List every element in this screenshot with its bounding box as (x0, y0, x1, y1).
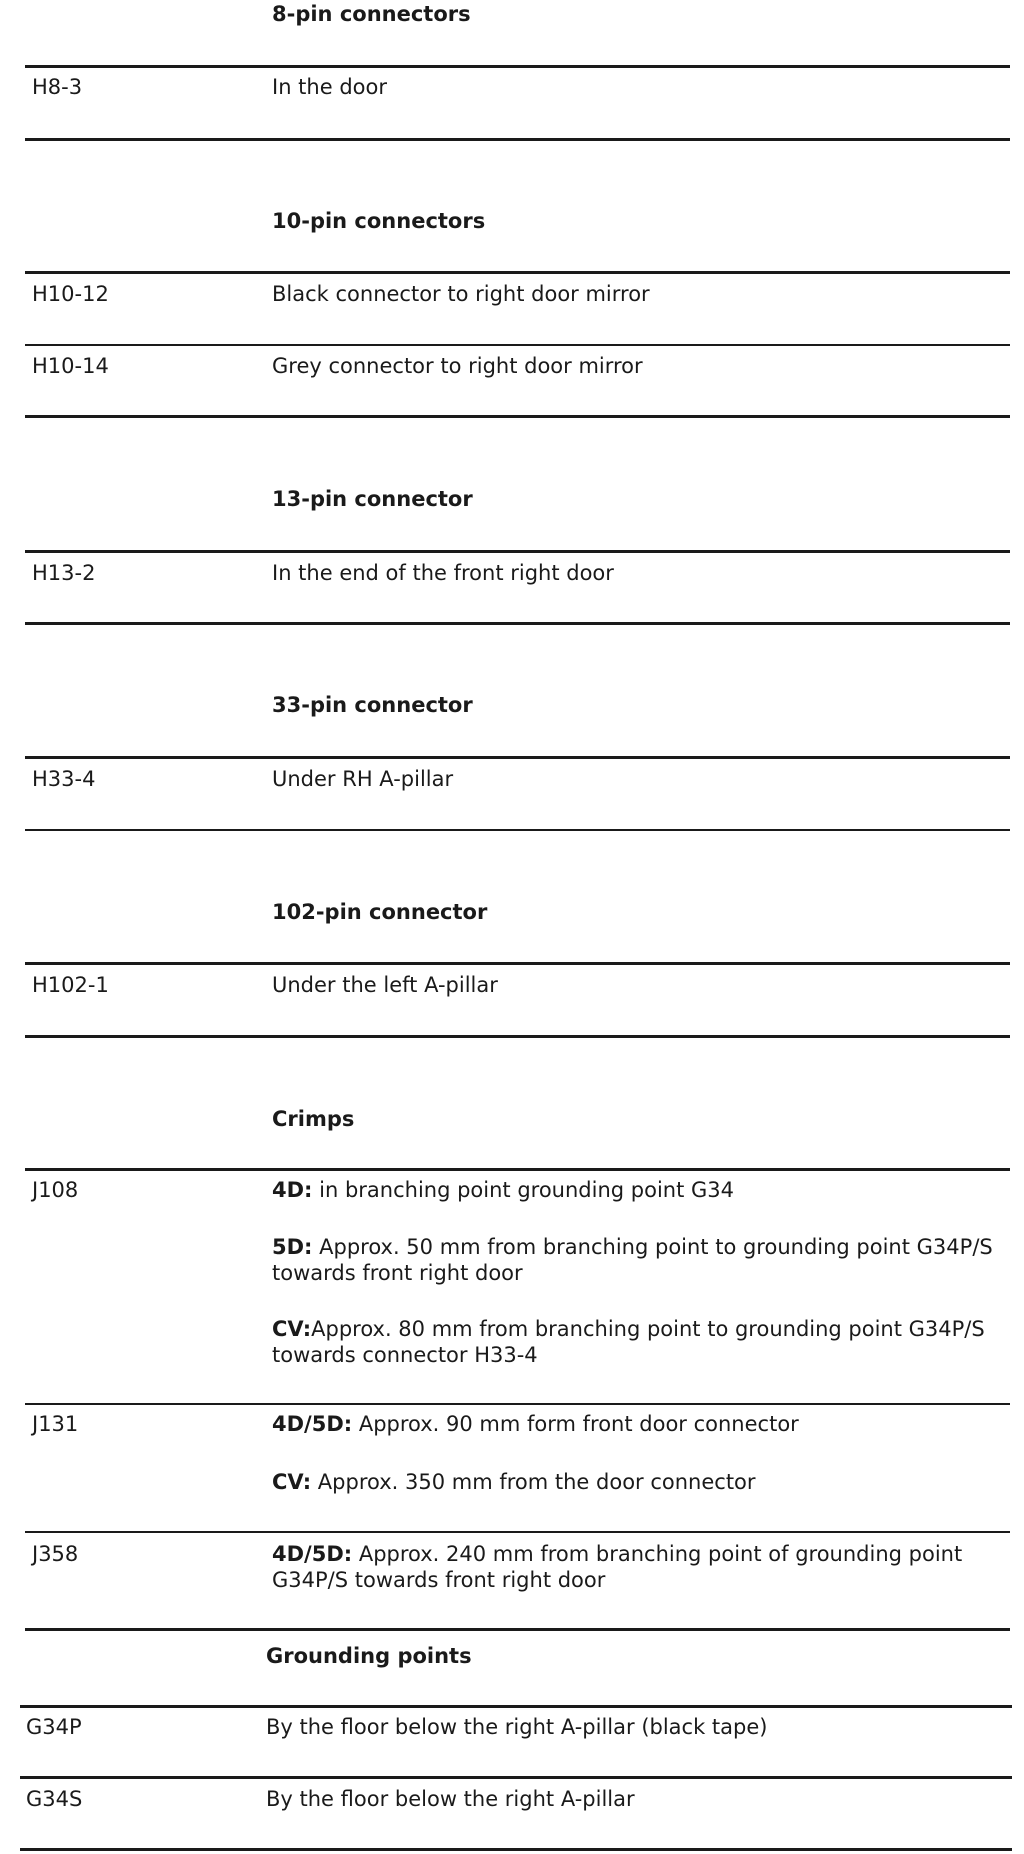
crimp-note-text: Approx. 350 mm from the door connector (311, 1470, 756, 1494)
row-description: By the floor below the right A-pillar (266, 1787, 635, 1811)
row-description: Grey connector to right door mirror (272, 354, 643, 378)
crimp-note-label: CV: (272, 1470, 312, 1494)
section-heading-grounding-points: Grounding points (266, 1644, 472, 1668)
crimp-note-label: 4D/5D: (272, 1542, 353, 1566)
section-heading-crimps: Crimps (272, 1107, 355, 1131)
row-code: H10-14 (32, 354, 109, 378)
crimp-note (272, 1316, 1024, 1368)
divider (20, 1848, 1012, 1851)
crimp-note-label: 4D/5D: (272, 1412, 353, 1436)
crimp-note-text: in branching point grounding point G34 (312, 1178, 735, 1202)
divider (25, 415, 1010, 418)
crimp-note (272, 1541, 1024, 1593)
section-heading-102pin: 102-pin connector (272, 900, 488, 924)
divider (25, 1035, 1010, 1038)
divider (25, 65, 1010, 68)
crimp-note-text: Approx. 50 mm from branching point to grounding point G34P/S towards front right door (272, 1235, 993, 1285)
divider (25, 550, 1010, 553)
row-divider (20, 1776, 1012, 1779)
crimp-note-text: Approx. 90 mm form front door connector (352, 1412, 799, 1436)
row-code: G34S (26, 1787, 83, 1811)
divider (20, 1705, 1012, 1708)
row-code: H33-4 (32, 767, 96, 791)
row-description: Black connector to right door mirror (272, 282, 650, 306)
row-code: H102-1 (32, 973, 109, 997)
divider (25, 962, 1010, 965)
row-description: Under RH A-pillar (272, 767, 454, 791)
crimp-note-text: Approx. 240 mm from branching point of grounding point G34P/S towards front right door (272, 1542, 963, 1592)
crimp-note-text: Approx. 80 mm from branching point to grounding point G34P/S towards connector H33-4 (272, 1317, 985, 1367)
divider (25, 138, 1010, 141)
divider (25, 271, 1010, 274)
section-heading-33pin: 33-pin connector (272, 693, 473, 717)
row-code: H8-3 (32, 75, 83, 99)
row-description: In the door (272, 75, 387, 99)
row-code: J358 (32, 1542, 79, 1566)
crimp-note (272, 1411, 1024, 1437)
crimp-note-label: CV: (272, 1317, 312, 1341)
row-code: H10-12 (32, 282, 109, 306)
crimp-note (272, 1234, 1024, 1286)
row-divider (25, 344, 1010, 346)
row-code: H13-2 (32, 561, 96, 585)
crimp-note-label: 5D: (272, 1235, 313, 1259)
divider (25, 756, 1010, 759)
row-divider (25, 1403, 1010, 1405)
row-description: By the floor below the right A-pillar (black tape) (266, 1715, 768, 1739)
section-heading-8pin: 8-pin connectors (272, 2, 471, 26)
crimp-note-label: 4D: (272, 1178, 313, 1202)
crimp-note (272, 1177, 1024, 1203)
divider (25, 1628, 1010, 1631)
row-code: J108 (32, 1178, 79, 1202)
row-code: G34P (26, 1715, 82, 1739)
divider (25, 1168, 1010, 1171)
row-code: J131 (32, 1412, 79, 1436)
crimp-note (272, 1469, 1024, 1495)
section-heading-13pin: 13-pin connector (272, 487, 473, 511)
row-description: In the end of the front right door (272, 561, 614, 585)
divider (25, 829, 1010, 831)
row-description: Under the left A-pillar (272, 973, 498, 997)
section-heading-10pin: 10-pin connectors (272, 209, 486, 233)
divider (25, 622, 1010, 625)
row-divider (25, 1531, 1010, 1533)
